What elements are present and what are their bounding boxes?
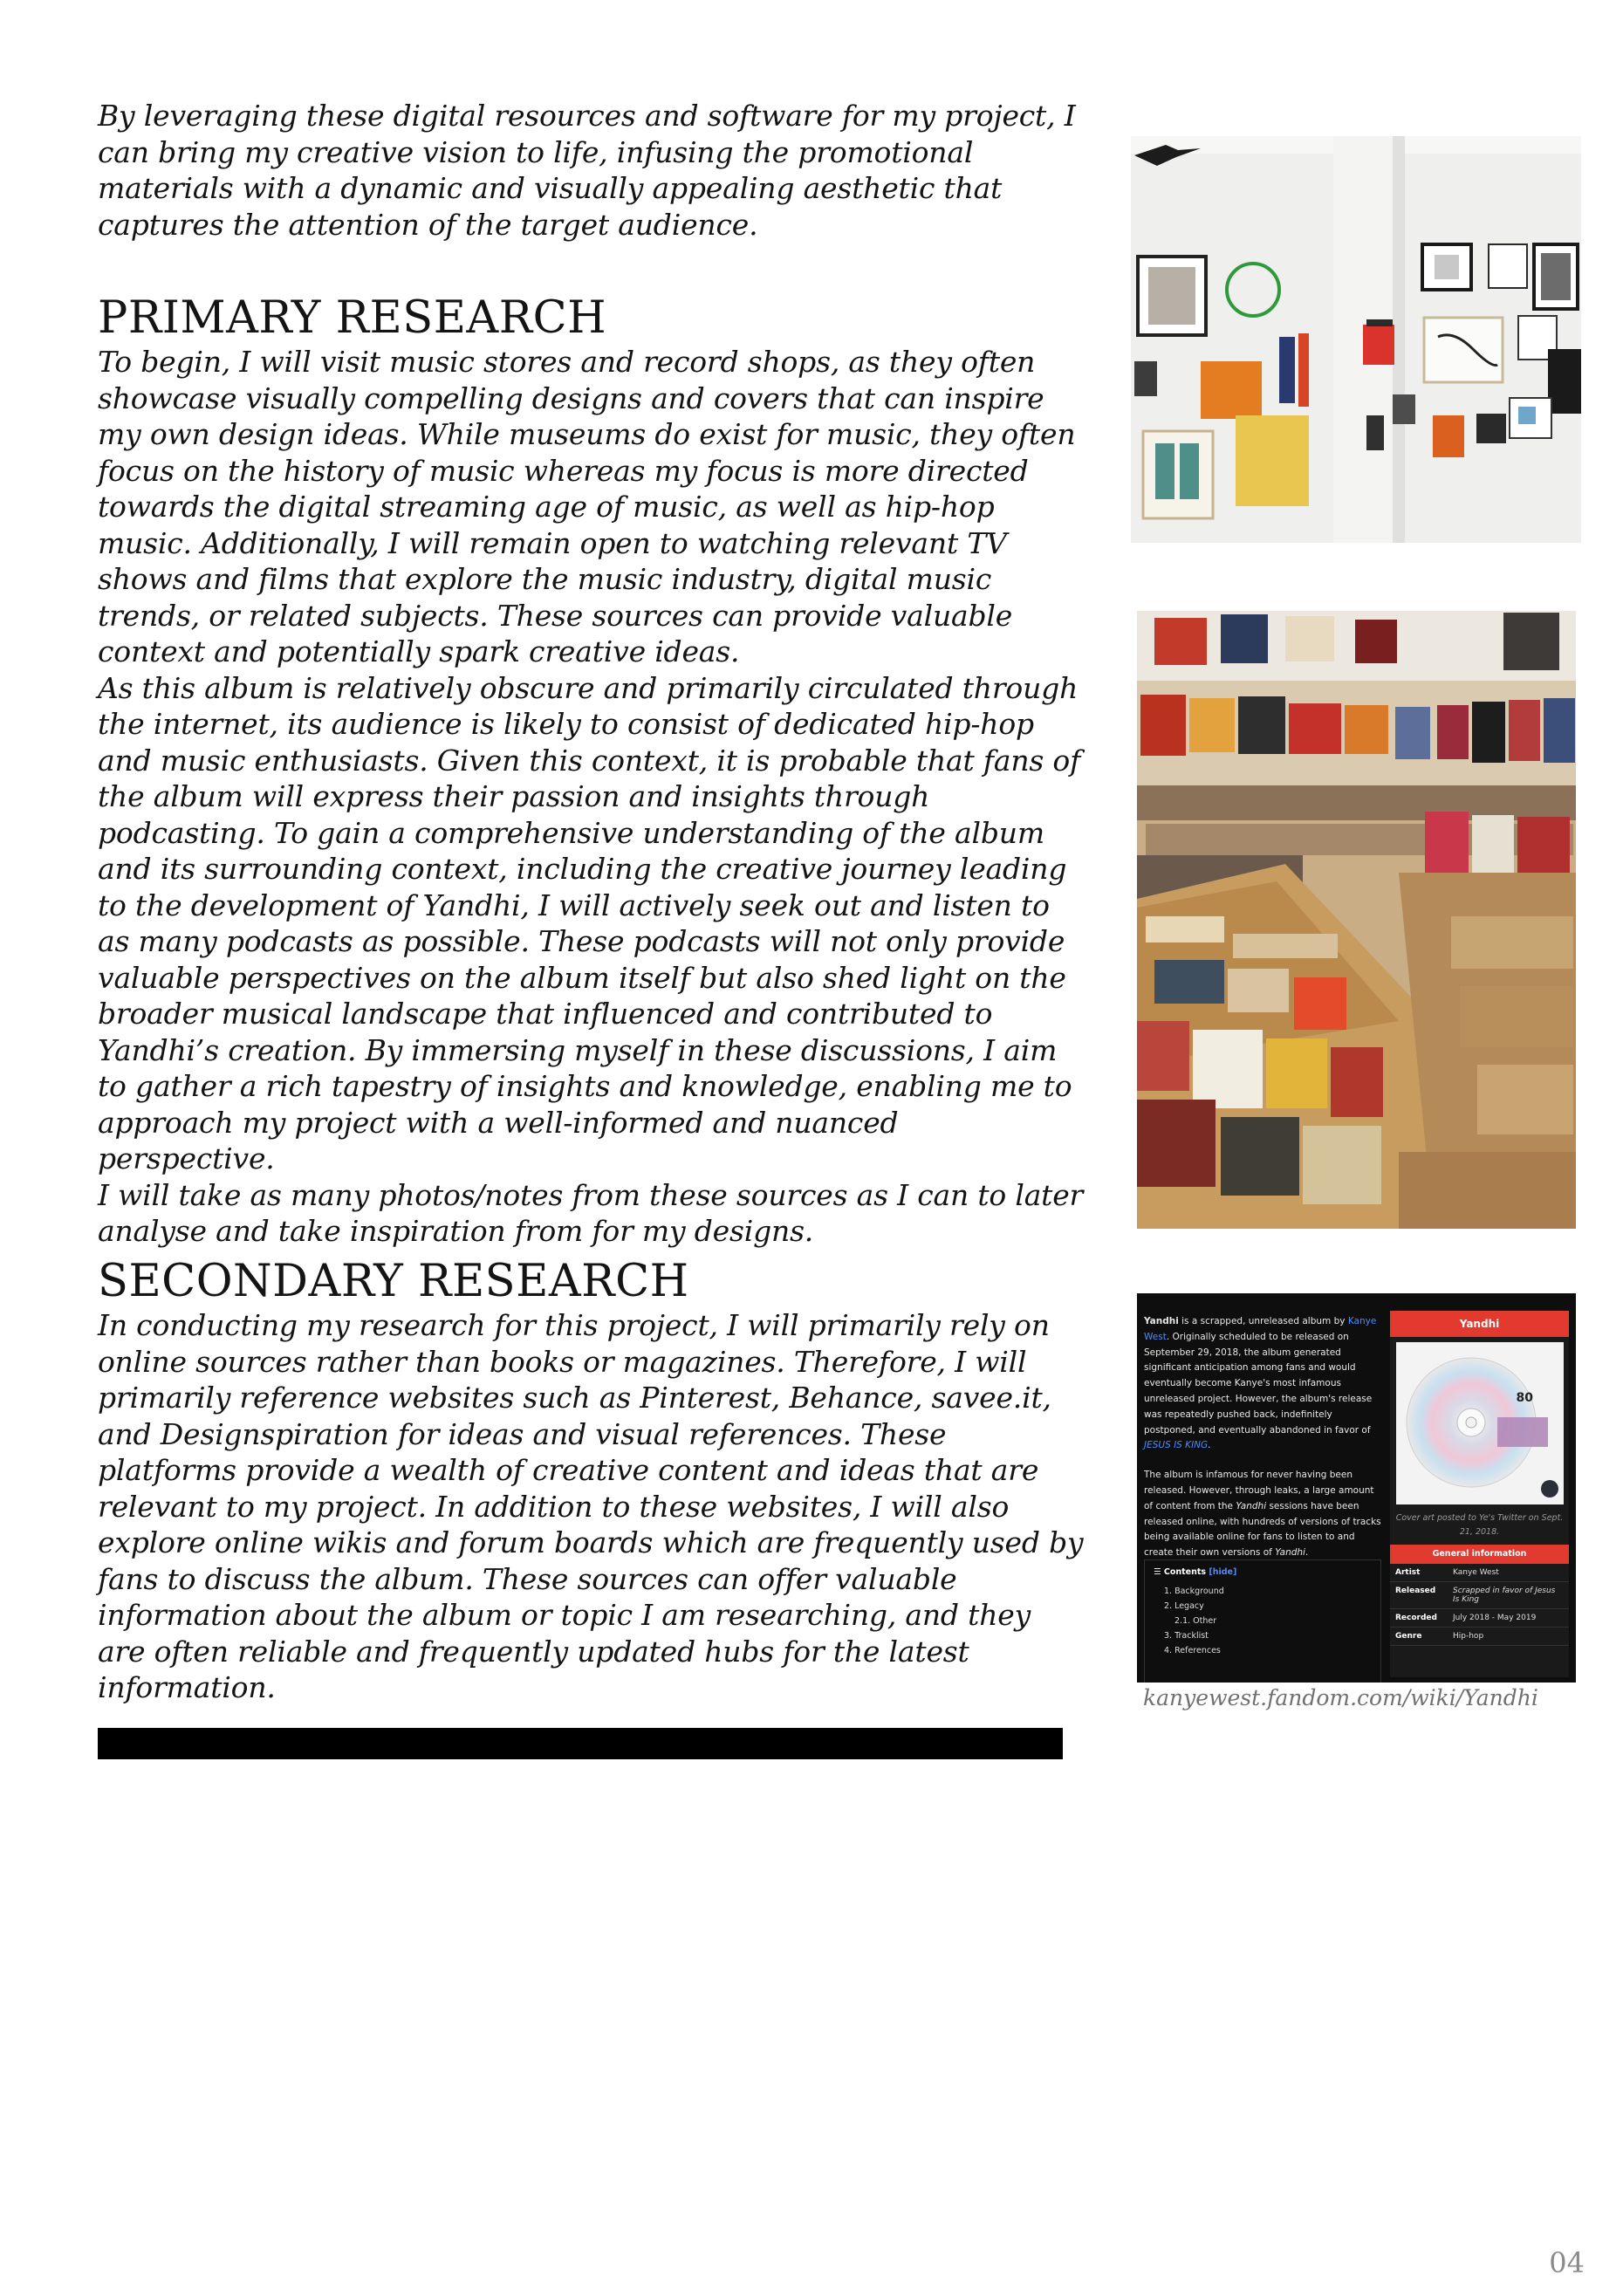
list-icon: ☰ [1154,1567,1161,1577]
wiki-info-row [1390,1609,1569,1628]
album-cover-image [1396,1342,1564,1504]
info-value: Scrapped in favor of Jesus Is King [1453,1587,1556,1604]
wiki-para2-text-3: . [1305,1547,1309,1559]
info-value: Kanye West [1453,1568,1499,1577]
wiki-source-caption: kanyewest.fandom.com/wiki/Yandhi [1143,1685,1538,1710]
wiki-toc-item[interactable]: 3. Tracklist [1164,1631,1209,1641]
wiki-infobox-title: Yandhi [1390,1311,1569,1337]
wiki-lead-text-3: . [1208,1440,1211,1451]
wiki-general-info-header: General information [1390,1545,1569,1564]
wiki-toc-header [1145,1560,1380,1584]
yandhi-wiki-screenshot [1137,1293,1576,1683]
wiki-info-row [1390,1564,1569,1582]
secondary-research-section [98,1257,1084,1706]
wiki-lead-text-2: . Originally scheduled to be released on September 29, 2018, the album generated significant anticipation among fans and would eventually become Kanye's most infamous unreleased project. However, the album's release was repeatedly pushed back, indefinitely postponed, and eventually abandoned in favor of [1144,1331,1373,1436]
wiki-toc-item[interactable]: 2. Legacy [1164,1601,1204,1611]
intro-paragraph: By leveraging these digital resources and software for my project, I can bring my creative vision to life, infusing the promotional materials with a dynamic and visually appealing aesthetic that captures the attention of the target audience. [98,99,1076,242]
wiki-toc-title: Contents [1163,1567,1207,1577]
wiki-para2-text-1: The album is infamous for never having been released. However, through leaks, a large amount of content from the [1144,1470,1374,1511]
wiki-toc-hide-link[interactable]: [hide] [1209,1567,1237,1577]
wiki-toc-item[interactable]: 1. Background [1164,1587,1224,1596]
secondary-paragraph: In conducting my research for this project, I will primarily rely on online sources rather than books or magazines. Therefore, I will primarily reference websites such as Pinterest, Behance, savee.it, and Designspiration for ideas and visual references. These platforms provide a wealth of creative content and ideas that are relevant to my project. In addition to these websites, I will also explore online wikis and forum boards which are frequently used by fans to discuss the album. These sources can offer valuable information about the album or topic I am researching, and they are often reliable and frequently updated hubs for the latest information. [98,1308,1084,1704]
record-store-photo [1137,611,1576,1229]
wiki-info-row [1390,1582,1569,1609]
wiki-para2-italic-2: Yandhi [1275,1547,1305,1559]
wiki-toc-item[interactable]: 4. References [1164,1646,1221,1655]
wiki-info-row [1390,1628,1569,1646]
info-key: Artist [1395,1568,1421,1577]
wiki-infobox [1390,1311,1569,1677]
wiki-article-text [1144,1314,1381,1575]
info-key: Released [1395,1587,1436,1595]
wiki-link-jik[interactable]: JESUS IS KING [1144,1440,1209,1451]
secondary-research-heading: SECONDARY RESEARCH [98,1256,689,1307]
wiki-para2-text-2: sessions have been released online, with hundreds of versions of tracks being available online for fans to listen to and create their own versions of [1144,1500,1381,1559]
page-number: 04 [1549,2246,1585,2279]
primary-research-section [98,293,1084,1250]
wiki-para2-italic: Yandhi [1236,1500,1267,1511]
info-value: Hip-hop [1453,1632,1484,1641]
black-divider-bar [98,1728,1063,1759]
info-value: July 2018 - May 2019 [1453,1614,1537,1622]
wiki-lead-text-1: is a scrapped, unreleased album by [1178,1316,1348,1326]
album-cover-caption: Cover art posted to Ye's Twitter on Sept. 21, 2018. [1395,1513,1564,1537]
intro-section [98,98,1084,243]
wiki-link-kanye[interactable]: Kanye West [1144,1316,1377,1342]
gallery-photo [1131,136,1581,543]
wiki-table-of-contents [1144,1559,1381,1683]
primary-paragraph-1: To begin, I will visit music stores and record shops, as they often showcase visually compelling designs and covers that can inspire my own design ideas. While museums do exist for music, they often focus on the history of music whereas my focus is more directed towards the digital streaming age of music, as well as hip-hop music. Additionally, I will remain open to watching relevant TV shows and films that explore the music industry, digital music trends, or related subjects. These sources can provide valuable context and potentially spark creative ideas. [98,345,1076,668]
info-key: Genre [1395,1632,1422,1641]
wiki-toc-item[interactable]: 2.1. Other [1174,1616,1217,1626]
info-key: Recorded [1395,1614,1437,1622]
primary-research-heading: PRIMARY RESEARCH [98,292,607,344]
primary-paragraph-3: I will take as many photos/notes from these sources as I can to later analyse and take inspiration from for my designs. [98,1177,1084,1248]
primary-paragraph-2: As this album is relatively obscure and primarily circulated through the internet, its audience is likely to consist of dedicated hip-hop and music enthusiasts. Given this context, it is probable that fans of the album will express their passion and insights through podcasting. To gain a comprehensive understanding of the album and its surrounding context, including the creative journey leading to the development of Yandhi, I will actively seek out and listen to as many podcasts as possible. These podcasts will not only provide valuable perspectives on the album itself but also shed light on the broader musical landscape that influenced and contributed to Yandhi’s creation. By immersing myself in these discussions, I aim to gather a rich tapestry of insights and knowledge, enabling me to approach my project with a well-informed and nuanced perspective. [98,670,1081,1175]
cover-sticker-text: 80 [1516,1391,1533,1405]
wiki-lead-bold: Yandhi [1144,1316,1179,1326]
